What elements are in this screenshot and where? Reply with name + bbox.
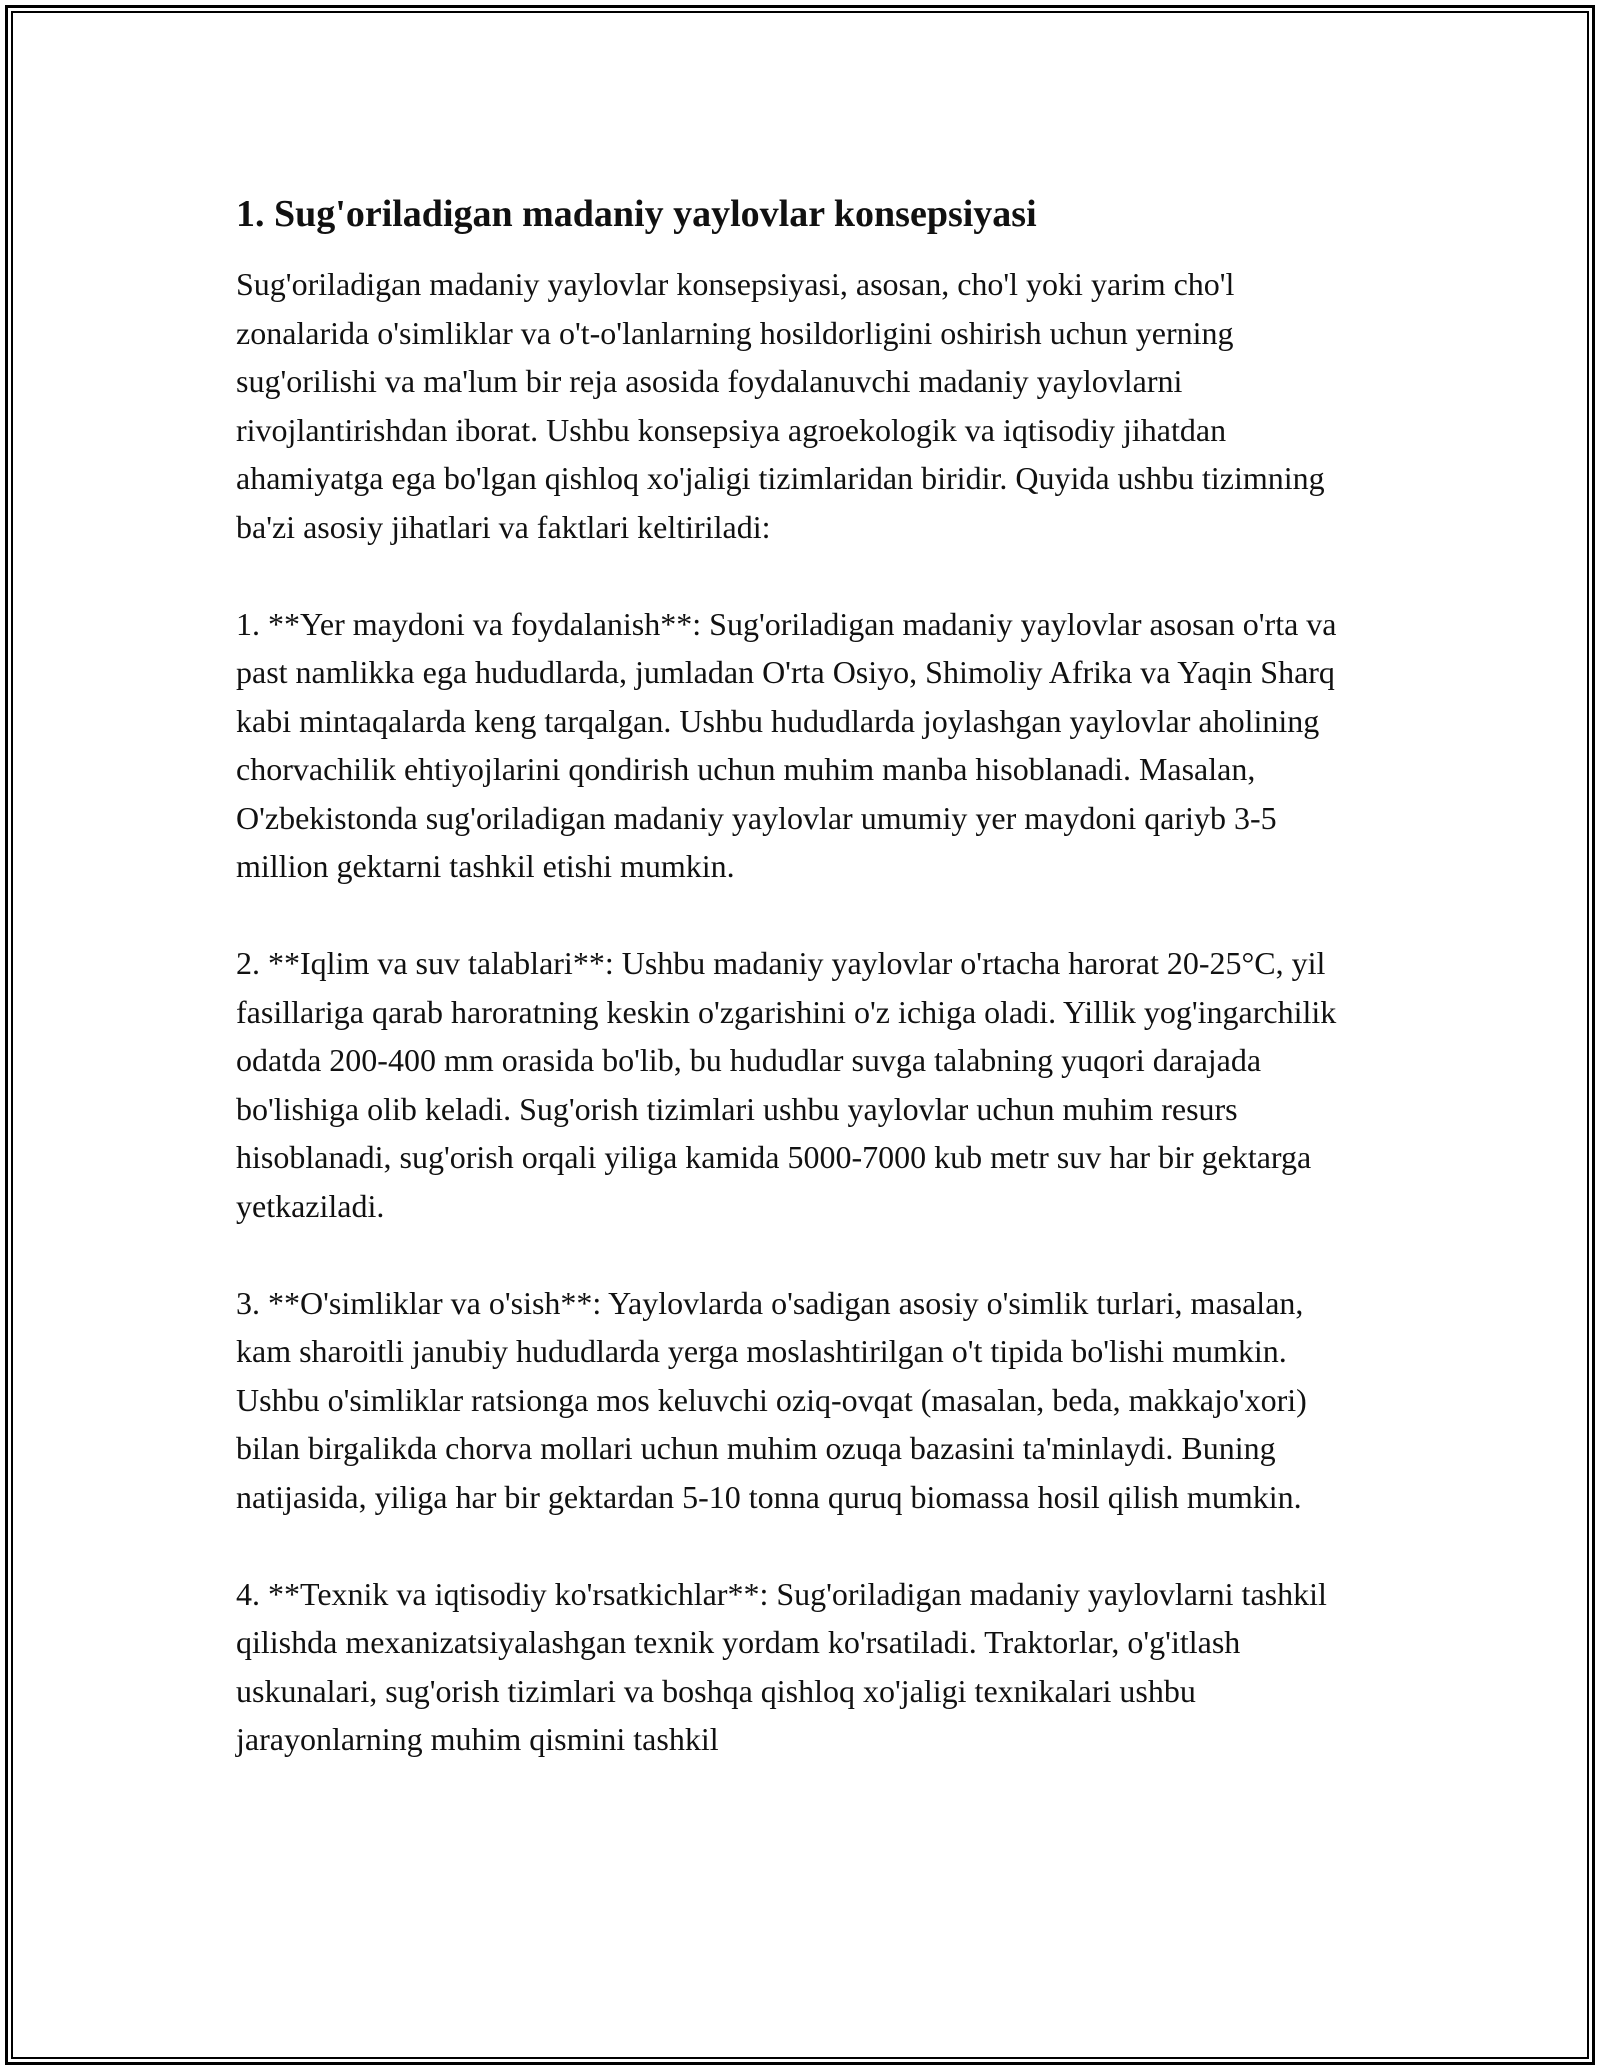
paragraph-land-area: 1. **Yer maydoni va foydalanish**: Sug'oriladigan madaniy yaylovlar asosan o'rta va past namlikka ega hududlarda, jumladan O'rta Osiyo, Shimoliy Afrika va Yaqin Sharq kabi mintaqalarda keng tarqalgan. Ushbu hududlarda joylashgan yaylovlar aholining chorvachilik ehtiyojlarini qondirish uchun muhim manba hisoblanadi. Masalan, O'zbekistonda sug'oriladigan madaniy yaylovlar umumiy yer maydoni qariyb 3-5 million gektarni tashkil etishi mumkin. [236,605,1337,884]
paragraph-technical-economic: 4. **Texnik va iqtisodiy ko'rsatkichlar**: Sug'oriladigan madaniy yaylovlarni tashkil qilishda mexanizatsiyalashgan texnik yordam ko'rsatiladi. Traktorlar, o'g'itlash uskunalari, sug'orish tizimlari va boshqa qishloq xo'jaligi texnikalari ushbu jarayonlarning muhim qismini tashkil [236,1575,1327,1757]
paragraph-climate-water: 2. **Iqlim va suv talablari**: Ushbu madaniy yaylovlar o'rtacha harorat 20-25°C, yil fasillariga qarab haroratning keskin o'zgarishini o'z ichiga oladi. Yillik yog'ingarchilik odatda 200-400 mm orasida bo'lib, bu hududlar suvga talabning yuqori darajada bo'lishiga olib keladi. Sug'orish tizimlari ushbu yaylovlar uchun muhim resurs hisoblanadi, sug'orish orqali yiliga kamida 5000-7000 kub metr suv har bir gektarga yetkaziladi. [236,945,1337,1224]
paragraph-plants-growth: 3. **O'simliklar va o'sish**: Yaylovlarda o'sadigan asosiy o'simlik turlari, masalan, kam sharoitli janubiy hududlarda yerga moslashtirilgan o't tipida bo'lishi mumkin. Ushbu o'simliklar ratsionga mos keluvchi oziq-ovqat (masalan, beda, makkajo'xori) bilan birgalikda chorva mollari uchun muhim ozuqa bazasini ta'minlaydi. Buning natijasida, yiliga har bir gektardan 5-10 tonna quruq biomassa hosil qilish mumkin. [236,1284,1307,1515]
paragraph-intro: Sug'oriladigan madaniy yaylovlar konsepsiyasi, asosan, cho'l yoki yarim cho'l zonalarida o'simliklar va o't-o'lanlarning hosildorligini oshirish uchun yerning sug'orilishi va ma'lum bir reja asosida foydalanuvchi madaniy yaylovlarni rivojlantirishdan iborat. Ushbu konsepsiya agroekologik va iqtisodiy jihatdan ahamiyatga ega bo'lgan qishloq xo'jaligi tizimlaridan biridir. Quyida ushbu tizimning ba'zi asosiy jihatlari va faktlari keltiriladi: [236,266,1325,545]
document-body [236,186,1366,1812]
document-title: 1. Sug'oriladigan madaniy yaylovlar konsepsiyasi [236,193,1037,235]
